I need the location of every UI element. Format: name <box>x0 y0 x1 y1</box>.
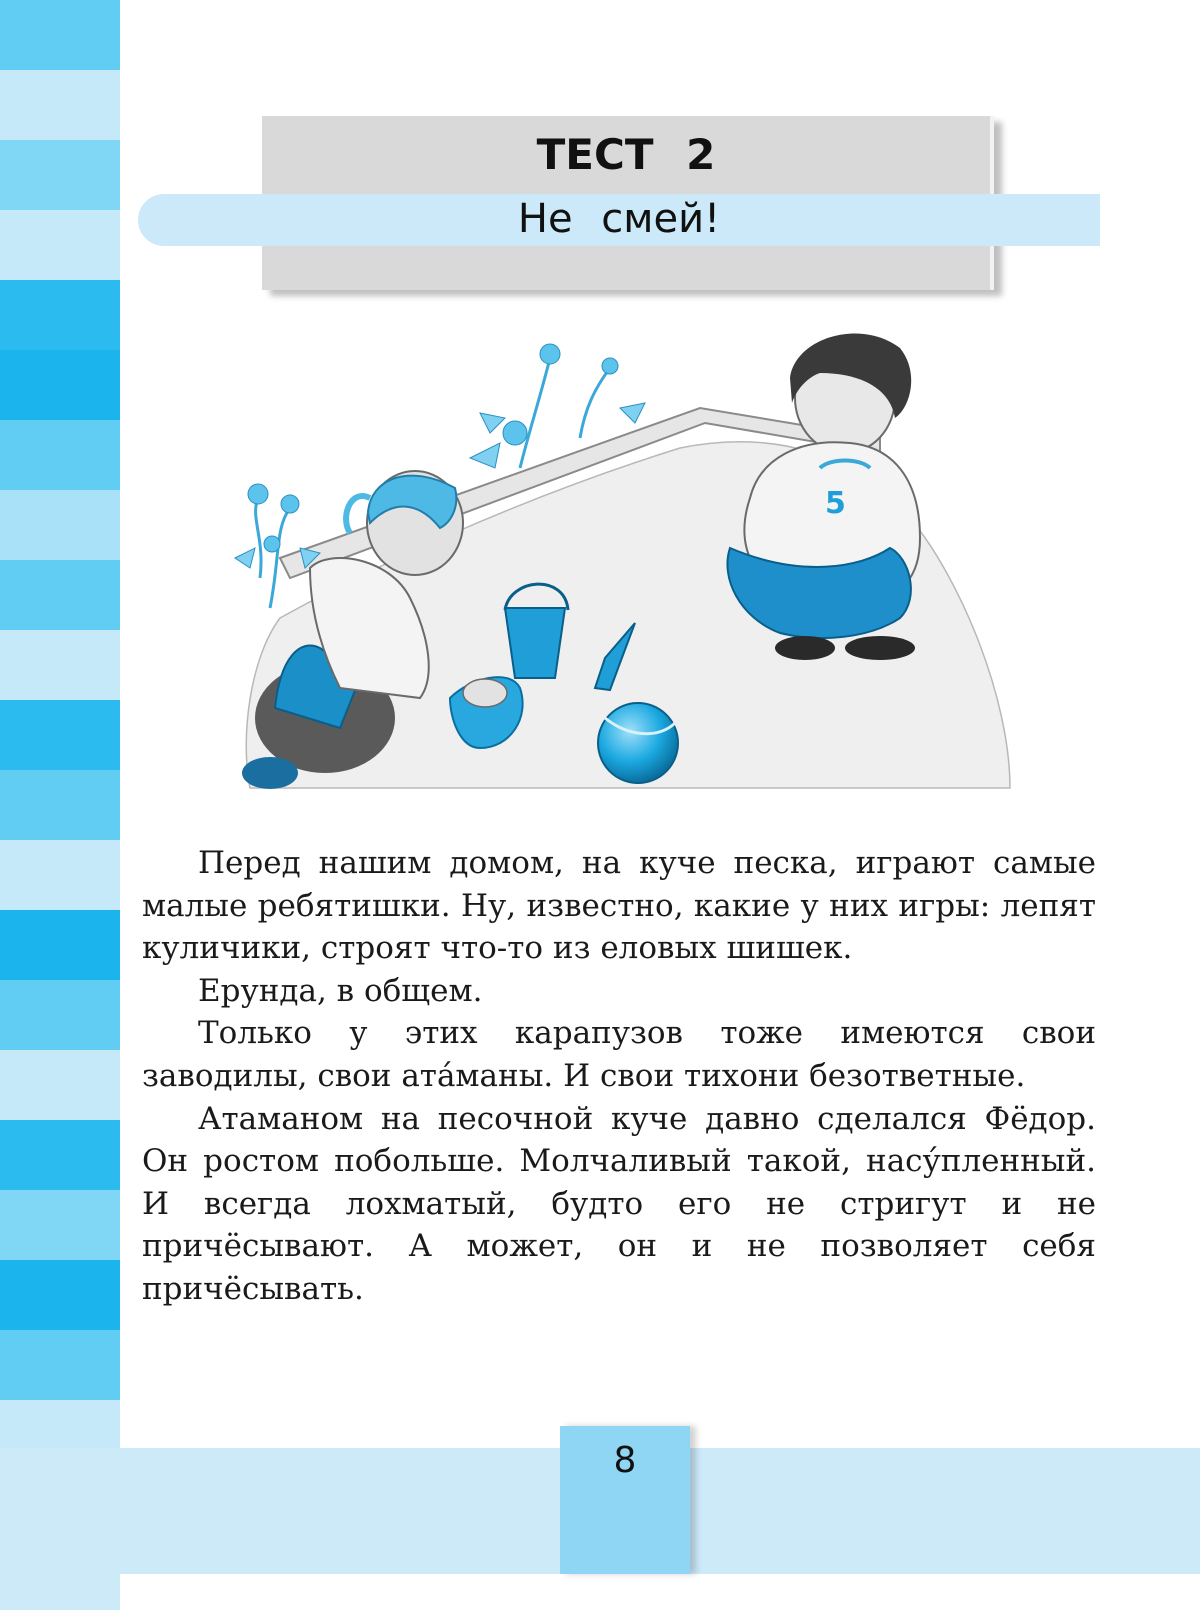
story-text <box>142 842 1096 1311</box>
paragraph: Перед нашим домом, на куче песка, играют самые малые ребятишки. Ну, известно, какие у них игры: лепят куличики, строят что-то из еловых шишек. <box>142 845 1096 967</box>
paragraph: Атаманом на песочной куче давно сделался Фёдор. Он ростом побольше. Молчаливый такой, насу́пленный. И всегда лохматый, будто его не стригут и не причёсывают. А может, он и не позволяет себя причёсывать. <box>142 1100 1096 1307</box>
ball <box>598 703 678 783</box>
story-title: Не смей! <box>517 196 721 242</box>
left-striped-margin <box>0 0 120 1574</box>
paragraph: Только у этих карапузов тоже имеются свои заводилы, свои ата́маны. И свои тихони безответные. <box>142 1015 1096 1094</box>
page-number: 8 <box>613 1440 637 1481</box>
paragraph: Ерунда, в общем. <box>198 972 483 1009</box>
shirt-number: 5 <box>825 486 846 521</box>
boy-figure <box>727 334 920 660</box>
children-in-sandbox-illustration <box>220 318 1030 818</box>
flowers-left <box>235 484 320 608</box>
test-title: ТЕСТ 2 <box>536 130 716 179</box>
